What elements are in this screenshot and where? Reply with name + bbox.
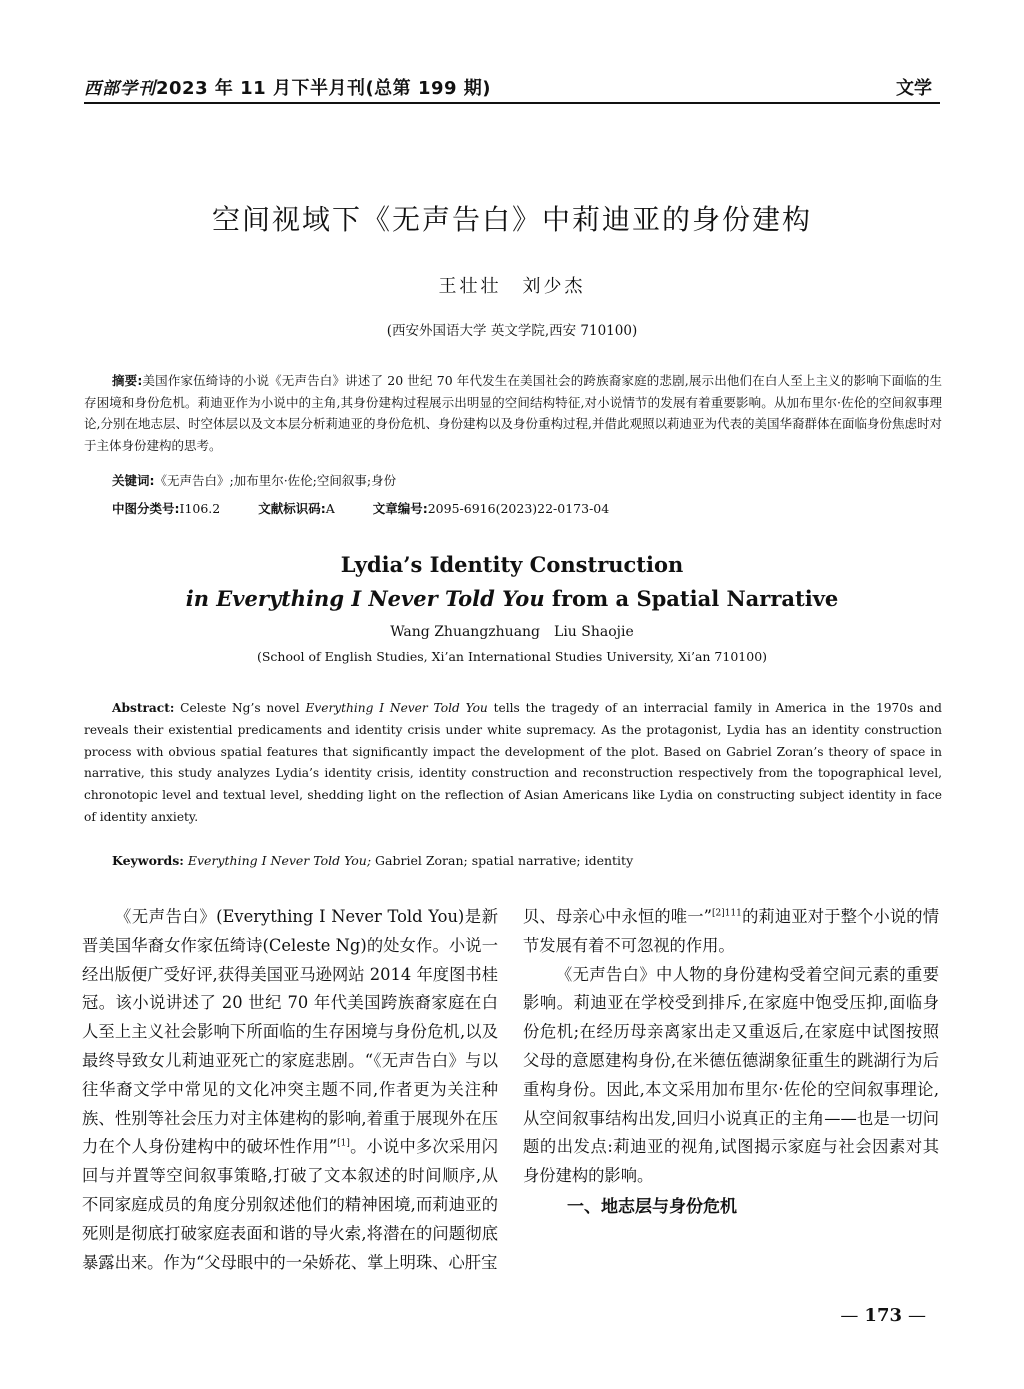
abstract-en	[84, 698, 942, 829]
clc-label: 中图分类号:	[112, 501, 180, 516]
doc-value: A	[325, 501, 335, 516]
section-label: 文学	[896, 78, 932, 99]
keywords-cn	[112, 471, 942, 489]
citation-2: [2]111	[711, 908, 742, 919]
doc-label: 文献标识码:	[258, 501, 326, 516]
abstract-en-book: Everything I Never Told You	[305, 701, 488, 715]
section-heading-1: 一、地志层与身份危机	[567, 1196, 737, 1217]
body-column-right	[523, 903, 939, 1222]
page-dash-left: —	[840, 1305, 859, 1326]
keywords-en-label: Keywords:	[112, 853, 184, 868]
page-number-value: 173	[864, 1305, 902, 1326]
keywords-en-book: Everything I Never Told You;	[187, 853, 372, 868]
page-dash-right: —	[908, 1305, 926, 1326]
affiliation-en: (School of English Studies, Xi’an International Studies University, Xi’an 710100)	[256, 649, 768, 664]
journal-issue: 2023 年 11 月下半月刊(总第 199 期)	[156, 78, 492, 99]
body-paragraph-1b	[523, 903, 939, 961]
title-en-line2	[0, 586, 1024, 611]
abstract-cn	[84, 370, 942, 456]
title-cn: 空间视域下《无声告白》中莉迪亚的身份建构	[211, 203, 812, 236]
journal-logo: 西部学刊	[84, 79, 156, 99]
abstract-cn-label: 摘要:	[112, 373, 143, 388]
body-p1-text-a: 《无声告白》(Everything I Never Told You)是新晋美国华裔女作家伍绮诗(Celeste Ng)的处女作。小说一经出版便广受好评,获得美国亚马逊网站 2014 年度图书桂冠。该小说讲述了 20 世纪 70 年代美国跨族裔家庭在白人至上主义社会影响下所面临的生存困境与身份危机,以及最终导致女儿莉迪亚死亡的家庭悲剧。“《无声告白》与以往华裔文学中常见的文化冲突主题不同,作者更为关注种族、性别等社会压力对主体建构的影响,着重于展现外在压力在个人身份建构中的破坏性作用”	[82, 907, 498, 1157]
body-p1-text-b: 。小说中多次采用闪回与并置等空间叙事策略,打破了文本叙述的时间顺序,从不同家庭成员的角度分别叙述他们的精神困境,而莉迪亚的死则是彻底打破家庭表面和谐的导火索,将潜在的问题彻底暴露出来。作为“父母眼中的一朵娇花、掌上明珠、心肝宝	[82, 1137, 498, 1272]
affiliation-cn: (西安外国语大学 英文学院,西安 710100)	[386, 323, 638, 339]
classification-row	[112, 499, 942, 517]
citation-1: [1]	[337, 1138, 350, 1149]
keywords-en-rest: Gabriel Zoran; spatial narrative; identity	[371, 853, 634, 868]
keywords-cn-text: 《无声告白》;加布里尔·佐伦;空间叙事;身份	[154, 473, 397, 488]
body-p1-text-c: 的莉迪亚对于整个小说的情节发展有着不可忽视的作用。	[523, 907, 939, 955]
body-p1-text-b: 贝、母亲心中永恒的唯一”	[523, 907, 712, 926]
clc-value: I106.2	[179, 501, 221, 516]
journal-header	[84, 74, 491, 100]
clc-code	[112, 501, 220, 516]
title-en-rest: from a Spatial Narrative	[544, 586, 839, 611]
header-rule	[84, 102, 940, 104]
keywords-en	[112, 853, 942, 868]
page-number	[834, 1305, 932, 1326]
authors-en: Wang Zhuangzhuang Liu Shaojie	[390, 624, 634, 640]
body-paragraph-2: 《无声告白》中人物的身份建构受着空间元素的重要影响。莉迪亚在学校受到排斥,在家庭中饱受压抑,面临身份危机;在经历母亲离家出走又重返后,在家庭中试图按照父母的意愿建构身份,在米德伍德湖象征重生的跳湖行为后重构身份。因此,本文采用加布里尔·佐伦的空间叙事理论,从空间叙事结构出发,回归小说真正的主角——也是一切问题的出发点:莉迪亚的视角,试图揭示家庭与社会因素对其身份建构的影响。	[523, 964, 939, 1186]
art-value: 2095-6916(2023)22-0173-04	[427, 501, 610, 516]
abstract-en-label: Abstract:	[112, 701, 175, 715]
abstract-cn-text: 美国作家伍绮诗的小说《无声告白》讲述了 20 世纪 70 年代发生在美国社会的跨族裔家庭的悲剧,展示出他们在白人至上主义的影响下面临的生存困境和身份危机。莉迪亚作为小说中的主角,其身份建构过程展示出明显的空间结构特征,对小说情节的发展有着重要影响。从加布里尔·佐伦的空间叙事理论,分别在地志层、时空体层以及文本层分析莉迪亚的身份危机、身份建构以及身份重构过程,并借此观照以莉迪亚为代表的美国华裔群体在面临身份焦虑时对于主体身份建构的思考。	[84, 373, 942, 453]
doc-code	[258, 501, 335, 516]
art-label: 文章编号:	[372, 501, 428, 516]
abstract-en-text-b: tells the tragedy of an interracial family in America in the 1970s and reveals their existential predicaments and identity crisis under white supremacy. As the protagonist, Lydia has an identity construction process with obvious spatial features that significantly impact the development of the plot. Based on Gabriel Zoran’s theory of space in narrative, this study analyzes Lydia’s identity crisis, identity construction and reconstruction respectively from the topographical level, chronotopic level and textual level, shedding light on the reflection of Asian Americans like Lydia on constructing subject identity in face of identity anxiety.	[84, 701, 942, 824]
title-en-book: in Everything I Never Told You	[185, 586, 545, 611]
keywords-cn-label: 关键词:	[112, 473, 155, 488]
authors-cn: 王壮壮 刘少杰	[438, 276, 586, 297]
body-column-left	[82, 903, 498, 1277]
body-paragraph-1a	[82, 903, 498, 1277]
title-en-line1: Lydia’s Identity Construction	[340, 552, 684, 577]
abstract-en-text-a: Celeste Ng’s novel	[174, 701, 306, 715]
article-number	[373, 501, 609, 516]
